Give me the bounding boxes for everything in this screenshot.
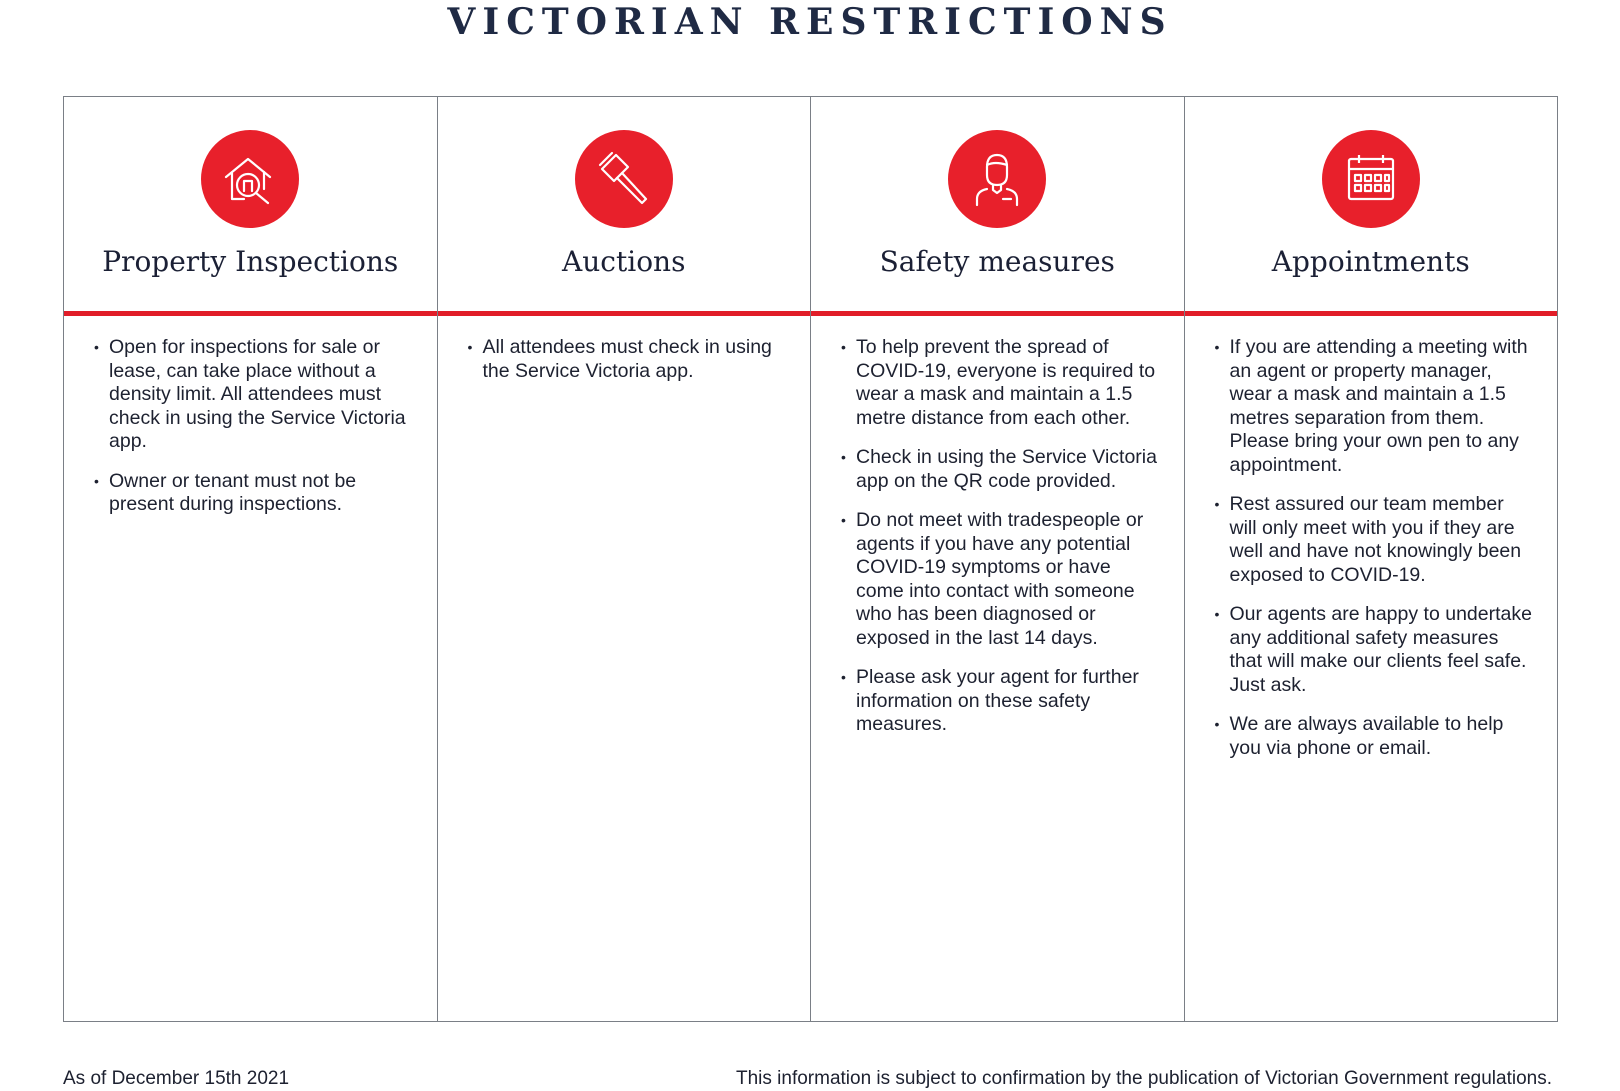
list-item: • Our agents are happy to undertake any additional safety measures that will make our clients feel safe. Just ask. xyxy=(1215,603,1534,697)
calendar-icon xyxy=(1322,130,1420,228)
column-header xyxy=(64,97,437,316)
page-title: VICTORIAN RESTRICTIONS xyxy=(447,1,1173,43)
house-search-icon xyxy=(201,130,299,228)
column-appointments xyxy=(1184,97,1558,1021)
bullet-list xyxy=(94,336,413,517)
list-item: • All attendees must check in using the Service Victoria app. xyxy=(468,336,787,383)
column-header xyxy=(438,97,811,316)
list-item: • Do not meet with tradespeople or agents if you have any potential COVID-19 symptoms or have come into contact with someone who has been diagnosed or exposed in the last 14 days. xyxy=(841,509,1160,650)
footer-date: As of December 15th 2021 xyxy=(63,1068,290,1089)
list-item: • Rest assured our team member will only meet with you if they are well and have not knowingly been exposed to COVID-19. xyxy=(1215,493,1534,587)
list-item: • Please ask your agent for further information on these safety measures. xyxy=(841,666,1160,737)
column-body xyxy=(1185,316,1558,760)
column-header xyxy=(1185,97,1558,316)
column-safety-measures xyxy=(810,97,1184,1021)
list-item: • If you are attending a meeting with an agent or property manager, wear a mask and maintain a 1.5 metres separation from them. Please bring your own pen to any appointment. xyxy=(1215,336,1534,477)
column-property-inspections xyxy=(64,97,437,1021)
gavel-icon xyxy=(575,130,673,228)
column-auctions xyxy=(437,97,811,1021)
restrictions-panel xyxy=(63,96,1558,1022)
list-item: • We are always available to help you via phone or email. xyxy=(1215,713,1534,760)
column-heading: Property Inspections xyxy=(102,245,399,278)
column-heading: Safety measures xyxy=(879,245,1115,278)
column-body xyxy=(64,316,437,517)
bullet-list xyxy=(1215,336,1534,760)
column-heading: Auctions xyxy=(562,245,686,278)
column-body xyxy=(811,316,1184,737)
bullet-list xyxy=(468,336,787,383)
column-body xyxy=(438,316,811,383)
list-item: • Owner or tenant must not be present during inspections. xyxy=(94,470,413,517)
list-item: • Open for inspections for sale or lease, can take place without a density limit. All attendees must check in using the Service Victoria app. xyxy=(94,336,413,454)
bullet-list xyxy=(841,336,1160,737)
column-header xyxy=(811,97,1184,316)
column-heading: Appointments xyxy=(1271,245,1470,278)
footer-disclaimer: This information is subject to confirmation by the publication of Victorian Government regulations. xyxy=(735,1068,1552,1089)
person-icon xyxy=(948,130,1046,228)
list-item: • To help prevent the spread of COVID-19, everyone is required to wear a mask and maintain a 1.5 metre distance from each other. xyxy=(841,336,1160,430)
list-item: • Check in using the Service Victoria app on the QR code provided. xyxy=(841,446,1160,493)
